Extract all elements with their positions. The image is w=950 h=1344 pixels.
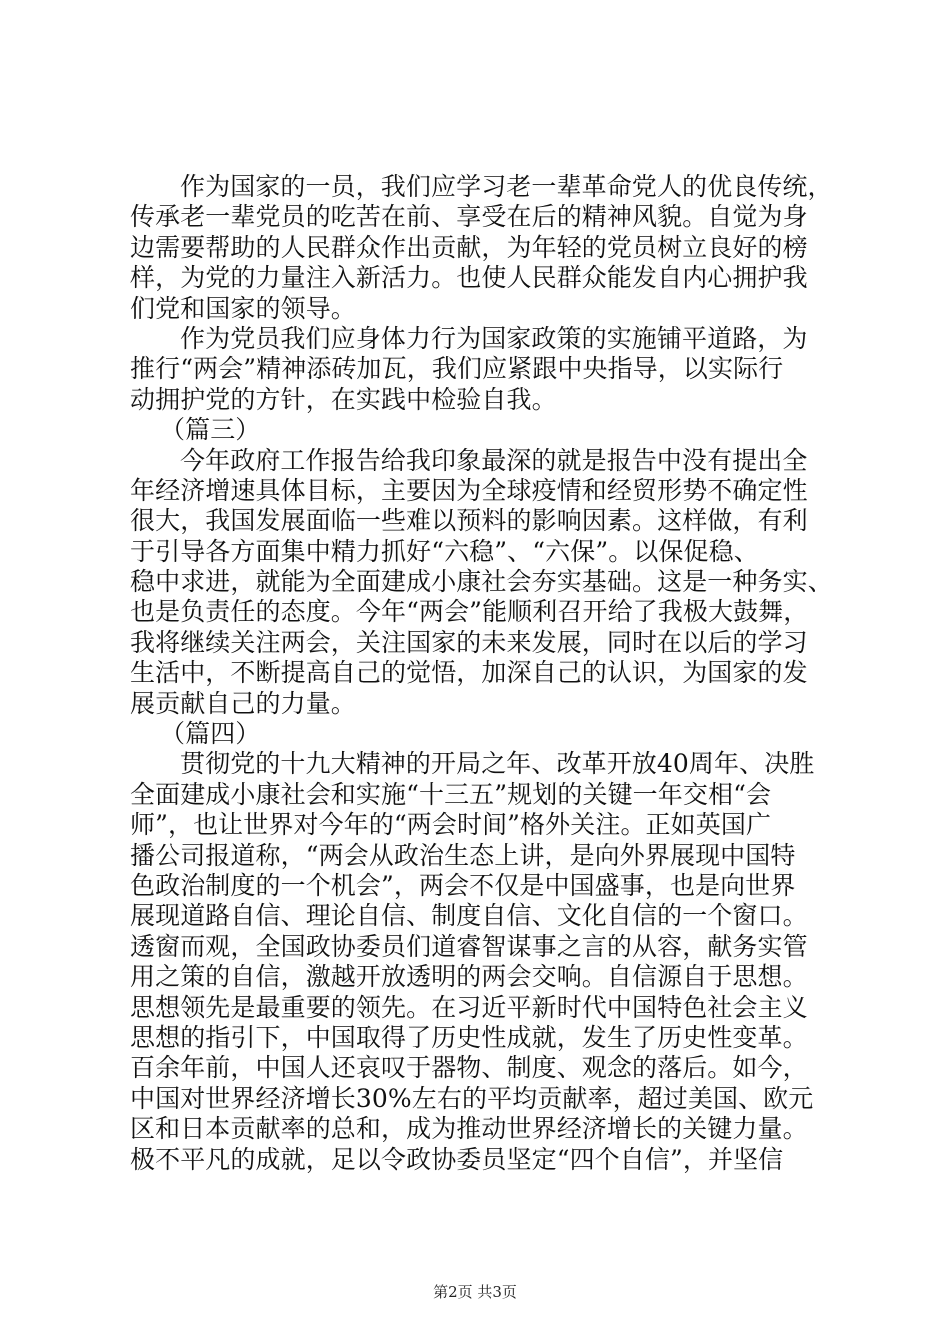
text-line: 色政治制度的一个机会”，两会不仅是中国盛事，也是向世界 <box>130 870 796 900</box>
text-line: 百余年前，中国人还哀叹于器物、制度、观念的落后。如今， <box>130 1053 808 1083</box>
text-line: 师”，也让世界对今年的“两会时间”格外关注。正如英国广 <box>130 810 772 840</box>
text-line: 样，为党的力量注入新活力。也使人民群众能发自内心拥护我 <box>130 263 808 293</box>
text-line: 作为党员我们应身体力行为国家政策的实施铺平道路，为 <box>180 323 808 353</box>
text-line: 也是负责任的态度。今年“两会”能顺利召开给了我极大鼓舞， <box>130 597 809 627</box>
text-line: 展贡献自己的力量。 <box>130 688 356 718</box>
text-line: 贯彻党的十九大精神的开局之年、改革开放40周年、决胜 <box>180 749 815 779</box>
text-line: 边需要帮助的人民群众作出贡献，为年轻的党员树立良好的榜 <box>130 232 808 262</box>
text-line: 年经济增速具体目标，主要因为全球疫情和经贸形势不确定性 <box>130 475 808 505</box>
body-text <box>130 172 833 1175</box>
text-line: 动拥护党的方针，在实践中检验自我。 <box>130 384 557 414</box>
text-line: 区和日本贡献率的总和，成为推动世界经济增长的关键力量。 <box>130 1114 808 1144</box>
text-line: 极不平凡的成就，足以令政协委员坚定“四个自信”，并坚信 <box>130 1144 784 1174</box>
text-line: 于引导各方面集中精力抓好“六稳”、“六保”。以保促稳、 <box>130 536 759 566</box>
text-line: 我将继续关注两会，关注国家的未来发展，同时在以后的学习 <box>130 627 808 657</box>
text-line: 推行“两会”精神添砖加瓦，我们应紧跟中央指导，以实际行 <box>130 354 784 384</box>
text-line: 透窗而观，全国政协委员们道睿智谋事之言的从容，献务实管 <box>130 931 808 961</box>
section-heading: （篇三） <box>160 415 261 445</box>
text-line: 生活中，不断提高自己的觉悟，加深自己的认识，为国家的发 <box>130 658 808 688</box>
text-line: 播公司报道称，“两会从政治生态上讲，是向外界展现中国特 <box>130 840 796 870</box>
text-line: 全面建成小康社会和实施“十三五”规划的关键一年交相“会 <box>130 779 772 809</box>
text-line: 作为国家的一员，我们应学习老一辈革命党人的优良传统， <box>180 172 833 201</box>
text-line: 传承老一辈党员的吃苦在前、享受在后的精神风貌。自觉为身 <box>130 202 808 232</box>
text-line: 思想的指引下，中国取得了历史性成就，发生了历史性变革。 <box>130 1022 808 1052</box>
page-footer: 第2页 共3页 <box>433 1283 517 1301</box>
text-line: 们党和国家的领导。 <box>130 293 356 323</box>
text-line: 今年政府工作报告给我印象最深的就是报告中没有提出全 <box>180 445 808 475</box>
text-line: 很大，我国发展面临一些难以预料的影响因素。这样做，有利 <box>130 506 808 536</box>
text-line: 用之策的自信，激越开放透明的两会交响。自信源自于思想。 <box>130 962 808 992</box>
text-line: 思想领先是最重要的领先。在习近平新时代中国特色社会主义 <box>130 992 808 1022</box>
text-line: 中国对世界经济增长30%左右的平均贡献率，超过美国、欧元 <box>130 1083 814 1113</box>
text-line: 展现道路自信、理论自信、制度自信、文化自信的一个窗口。 <box>130 901 808 931</box>
text-line: 稳中求进，就能为全面建成小康社会夯实基础。这是一种务实、 <box>130 567 833 597</box>
section-heading: （篇四） <box>160 719 261 749</box>
